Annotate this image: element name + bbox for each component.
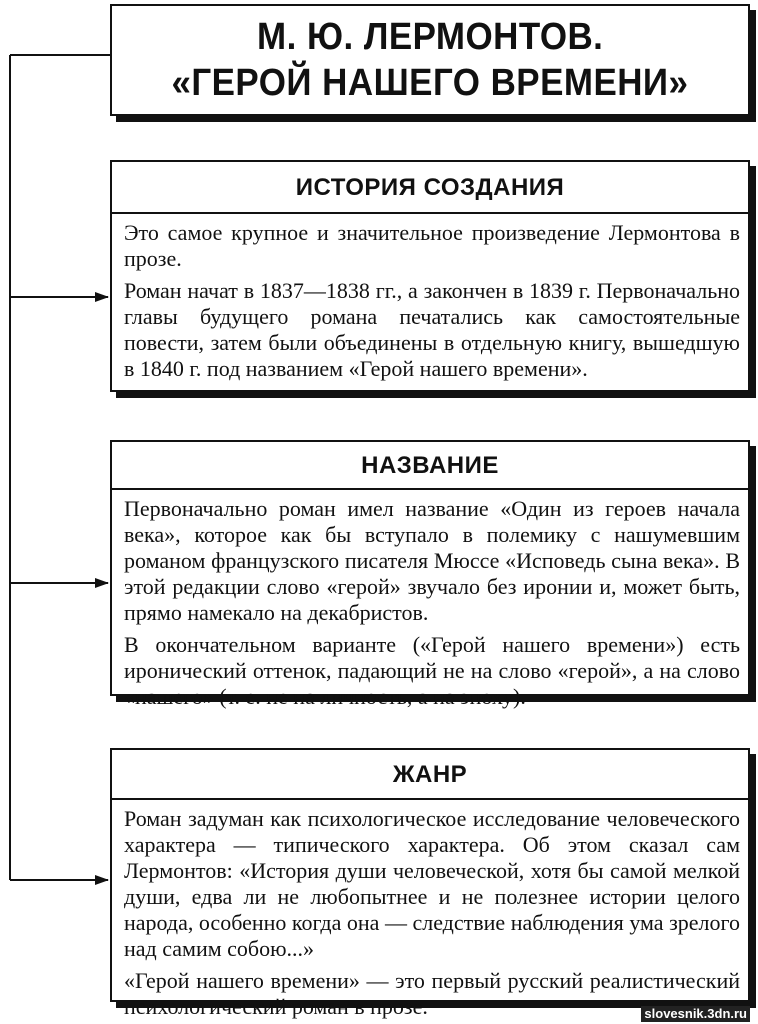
section-history-paragraph: Роман начат в 1837—1838 гг., а закончен в 1839 г. Первоначально главы будущего романа печатались как самостоятельные повести, затем были объединены в отдельную книгу, вышедшую в 1840 г. под названием «Герой нашего времени». [124,278,740,381]
section-name-paragraph: В окончательном варианте («Герой нашего времени») есть иронический оттенок, падающий не на слово «герой», а на слово «нашего» (т. е. не на личность, а на эпоху). [124,632,740,709]
title-author: М. Ю. ЛЕРМОНТОВ. [256,16,604,58]
title-novel: «ГЕРОЙ НАШЕГО ВРЕМЕНИ» [171,62,689,104]
section-name-heading: НАЗВАНИЕ [112,442,748,490]
connector-lines [0,0,120,1024]
section-genre-heading: ЖАНР [112,750,748,800]
section-history-paragraph: Это самое крупное и значительное произведение Лермонтова в прозе. [124,220,740,271]
section-name-body [112,490,748,710]
section-name [110,440,750,709]
section-history-heading: ИСТОРИЯ СОЗДАНИЯ [112,162,748,214]
section-genre-body [112,800,748,1020]
section-history-body [112,214,748,382]
section-genre-paragraph: Роман задуман как психологическое исследование человеческого характера — типического характера. Об этом сказал сам Лермонтов: «История души человеческой, хотя бы самой мелкой души, едва ли не любопытнее и не полезнее истории целого народа, особенно когда она — следствие наблюдения ума зрелого над самим собою...» [124,806,740,961]
watermark: slovesnik.3dn.ru [641,1006,750,1022]
title-box [110,4,750,116]
section-name-paragraph: Первоначально роман имел название «Один из героев начала века», которое как бы вступало в полемику с нашумевшим романом французского писателя Мюссе «Исповедь сына века». В этой редакции слово «герой» звучало без иронии и, может быть, прямо намекало на декабристов. [124,496,740,625]
section-history [110,160,750,392]
section-genre-paragraph: «Герой нашего времени» — это первый русский реалистический психологический роман в прозе. [124,968,740,1019]
